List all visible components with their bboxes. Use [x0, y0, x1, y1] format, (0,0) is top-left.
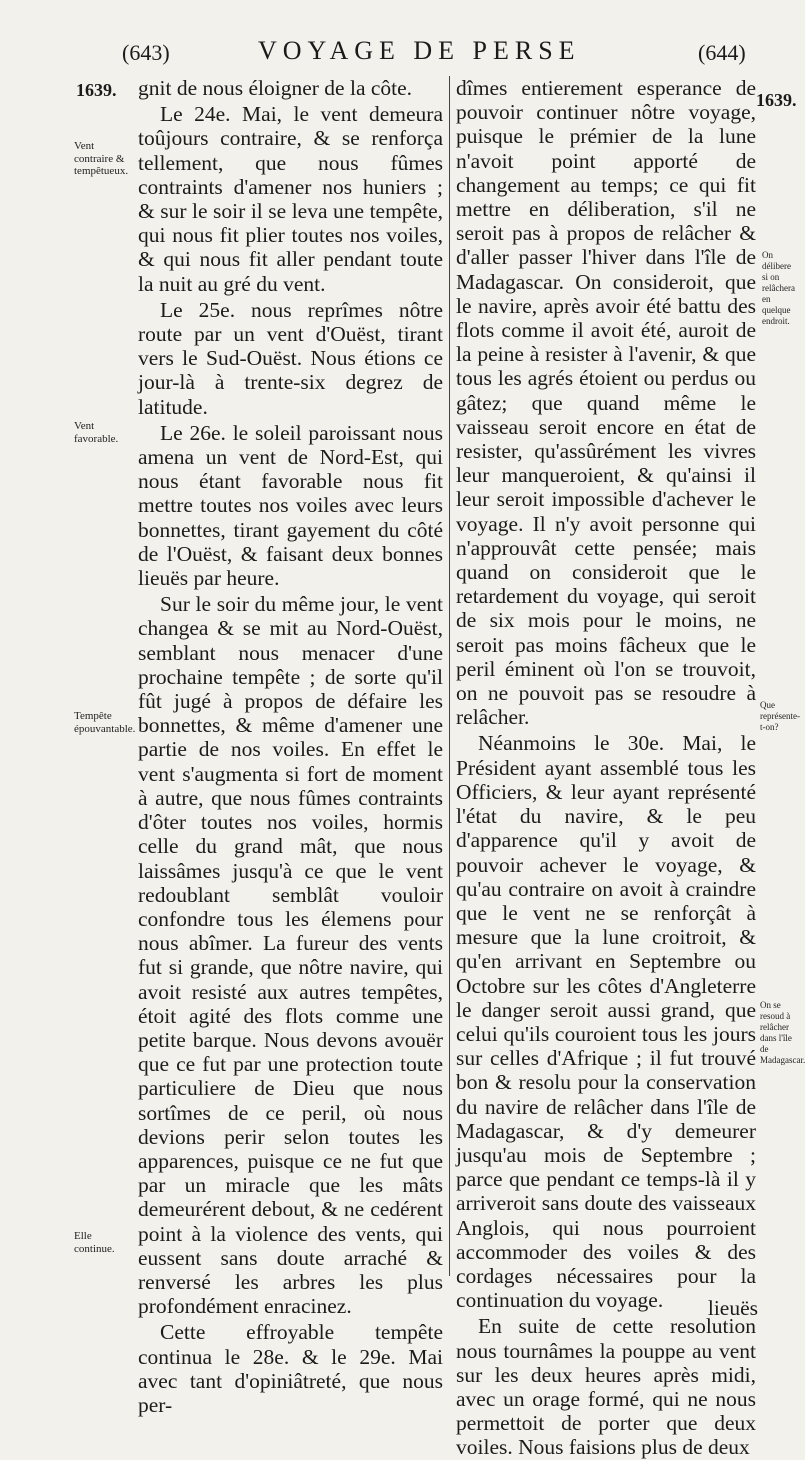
paragraph: Néanmoins le 30e. Mai, le Président ayant assemblé tous les Officiers, & leur ayant représenté l'état du navire, & le peu d'apparence qu'il y avoit de pouvoir achever le voyage, & qu'au contraire on avoit à craindre que le vent ne se renforçât à mesure que la lune croitroit, & qu'en arrivant en Septembre ou Octobre sur les côtes d'Angleterre le danger seroit aussi grand, que celui qu'ils couroient tous les jours sur celles d'Afrique ; il fut trouvé bon & resolu pour la conservation du navire de relâcher dans l'île de Madagascar, & d'y demeurer jusqu'au mois de Septembre ; parce que pendant ce temps-là il y arriveroit sans doute des vaisseaux Anglois, qui nous pourroient accommoder des voiles & des cordages nécessaires pour la continuation du voyage.: [456, 731, 756, 1313]
margin-note-left-4: Elle continue.: [74, 1230, 115, 1255]
running-header: [0, 34, 800, 74]
margin-note-left-3: Tempête épouvantable.: [74, 710, 136, 735]
paragraph: Le 25e. nous reprîmes nôtre route par un vent d'Ouëst, tirant vers le Sud-Ouëst. Nous étions ce jour-là à trente-six degrez de latitude.: [138, 297, 443, 419]
paragraph: Cette effroyable tempête continua le 28e. & le 29e. Mai avec tant d'opiniâtreté, que nous per-: [138, 1320, 443, 1417]
left-text-column: [138, 76, 443, 1417]
margin-note-left-1: Vent contraire & tempêtueux.: [74, 140, 129, 177]
margin-note-left-2: Vent favorable.: [74, 420, 119, 445]
page-number-left: (643): [122, 40, 170, 65]
paragraph: Le 26e. le soleil paroissant nous amena un vent de Nord-Est, qui nous étant favorable nous fit mettre toutes nos voiles avec leurs bonnettes, tirant gayement du côté de l'Ouëst, & faisant deux bonnes lieuës par heure.: [138, 420, 443, 591]
catchword: lieuës: [707, 1296, 758, 1320]
column-divider: [449, 76, 450, 1276]
right-text-column: [456, 76, 756, 1460]
page-number-right: (644): [698, 40, 746, 65]
year-marker-right: 1639.: [756, 90, 797, 110]
margin-note-right-1: On délibere si on relâchera en quelque endroit.: [762, 250, 795, 326]
margin-note-right-3: On se resoud à relâcher dans l'île de Madagascar.: [760, 1000, 805, 1065]
paragraph: dîmes entierement esperance de pouvoir continuer nôtre voyage, puisque le prémier de la lune n'avoit point apporté de changement au temps; ce qui fit mettre en déliberation, s'il ne seroit pas à propos de relâcher & d'aller passer l'hiver dans l'île de Madagascar. On consideroit, que le navire, après avoir été battu des flots comme il avoit été, auroit de la peine à resister à l'avenir, & que tous les agrés étoient ou perdus ou gâtez; que quand même le vaisseau seroit encore en état de resister, qu'assûrément les vivres leur manqueroient, & qu'ainsi il leur seroit impossible d'achever le voyage. Il n'y avoit personne qui n'approuvât cette pensée; mais quand on consideroit que le retardement du voyage, qui seroit de six mois pour le moins, ne seroit pas moins fâcheux que le peril éminent où l'on se trouvoit, on ne pouvoit pas se resoudre à relâcher.: [456, 76, 756, 730]
paragraph: En suite de cette resolution nous tournâmes la pouppe au vent sur les deux heures après midi, avec un orage formé, qui ne nous permettoit de porter que deux voiles. Nous faisions plus de deux: [456, 1314, 756, 1460]
paragraph: Le 24e. Mai, le vent demeura toûjours contraire, & se renforça tellement, que nous fûmes contraints d'amener nos huniers ; & sur le soir il se leva une tempête, qui nous fit plier toutes nos voiles, & qui nous fit aller pendant toute la nuit au gré du vent.: [138, 102, 443, 296]
paragraph: Sur le soir du même jour, le vent changea & se mit au Nord-Ouëst, semblant nous menacer d'une prochaine tempête ; de sorte qu'il fût jugé à propos de défaire les bonnettes, & même d'amener une partie de nos voiles. En effet le vent s'augmenta si fort de moment à autre, que nous fûmes contraints d'ôter toutes nos voiles, hormis celle du grand mât, que nous laissâmes jusqu'à ce que le vent redoublant semblât vouloir confondre tous les élemens pour nous abîmer. La fureur des vents fut si grande, que nôtre navire, qui avoit resisté aux autres tempêtes, étoit agité des flots comme une petite barque. Nous devons avouër que ce fut par une protection toute particuliere de Dieu que nous sortîmes de ce peril, où nous devions perir selon toutes les apparences, puisque ce ne fut que par un miracle que les mâts demeurérent debout, & ne cedérent point à la violence des vents, qui eussent sans doute arraché & renversé les arbres les plus profondément enracinez.: [138, 592, 443, 1319]
year-marker-left: 1639.: [76, 80, 117, 100]
running-title: VOYAGE DE PERSE: [258, 36, 581, 65]
paragraph: gnit de nous éloigner de la côte.: [138, 76, 413, 100]
margin-note-right-2: Que représente-t-on?: [760, 700, 800, 732]
